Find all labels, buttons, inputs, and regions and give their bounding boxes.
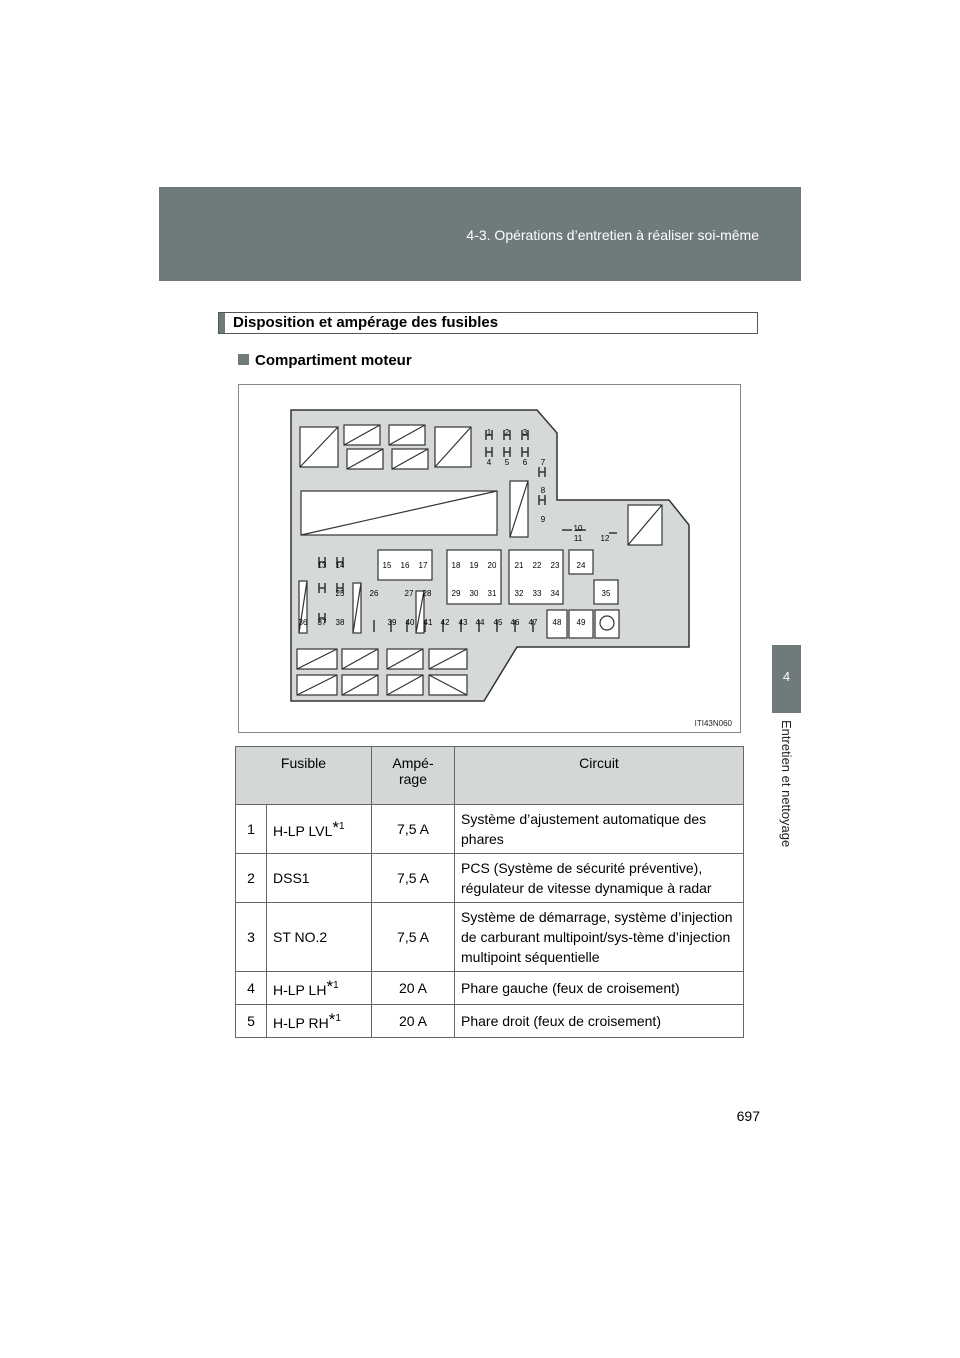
fuse-label-23: 23 (550, 561, 560, 570)
fuse-name: H-LP RH*$^1$ (267, 1005, 372, 1038)
header-section-title: 4-3. Opérations d’entretien à réaliser soi-même (466, 227, 759, 243)
fuse-label-22: 22 (532, 561, 542, 570)
fuse-label-45: 45 (493, 618, 503, 627)
fuse-label-40: 40 (405, 618, 415, 627)
fuse-label-41: 41 (423, 618, 433, 627)
fuse-label-36: 36 (298, 618, 308, 627)
fuse-label-30: 30 (469, 589, 479, 598)
subsection-title: Compartiment moteur (255, 352, 412, 369)
diagram-code: ITI43N060 (694, 719, 732, 728)
fuse-number: 4 (236, 972, 267, 1005)
fuse-label-9: 9 (540, 515, 546, 524)
fuse-label-32: 32 (514, 589, 524, 598)
fuse-label-7: 7 (540, 458, 546, 467)
table-row (236, 972, 744, 1005)
fuse-number: 1 (236, 805, 267, 854)
fuse-label-28: 28 (422, 589, 432, 598)
fuse-label-8: 8 (540, 486, 546, 495)
fuse-circuit: Système de démarrage, système d’injection de carburant multipoint/sys-tème d’injection multipoint séquentielle (455, 903, 744, 972)
fuse-amperage: 20 A (372, 1005, 455, 1038)
fuse-label-44: 44 (475, 618, 485, 627)
fuse-label-3: 3 (522, 428, 528, 437)
fuse-name: ST NO.2 (267, 903, 372, 972)
fuse-circuit: PCS (Système de sécurité préventive), régulateur de vitesse dynamique à radar (455, 854, 744, 903)
fuse-label-11: 11 (573, 534, 583, 543)
fuse-label-25: 25 (335, 589, 345, 598)
fuse-amperage: 7,5 A (372, 903, 455, 972)
fuse-label-10: 10 (573, 524, 583, 533)
square-bullet-icon (238, 354, 249, 365)
header-fuse: Fusible (236, 747, 372, 805)
subsection-heading (238, 352, 412, 369)
fuse-box-drawing (239, 385, 740, 732)
fuse-label-5: 5 (504, 458, 510, 467)
fuse-name: H-LP LVL*$^1$ (267, 805, 372, 854)
fuse-label-43: 43 (458, 618, 468, 627)
fuse-name: H-LP LH*$^1$ (267, 972, 372, 1005)
table-header-row (236, 747, 744, 805)
chapter-number: 4 (782, 669, 791, 684)
fuse-label-38: 38 (335, 618, 345, 627)
fuse-label-6: 6 (522, 458, 528, 467)
fuse-label-12: 12 (600, 534, 610, 543)
asterisk-icon: * (328, 1010, 336, 1029)
fuse-circuit: Phare gauche (feux de croisement) (455, 972, 744, 1005)
fuse-label-29: 29 (451, 589, 461, 598)
fuse-box-diagram (238, 384, 741, 733)
fuse-label-4: 4 (486, 458, 492, 467)
fuse-label-31: 31 (487, 589, 497, 598)
header-circuit: Circuit (455, 747, 744, 805)
fuse-label-14: 14 (335, 561, 345, 570)
table-row (236, 805, 744, 854)
fuse-amperage: 7,5 A (372, 805, 455, 854)
fuse-label-48: 48 (552, 618, 562, 627)
section-title-box (218, 312, 758, 334)
fuse-label-18: 18 (451, 561, 461, 570)
fuse-label-33: 33 (532, 589, 542, 598)
fuse-number: 5 (236, 1005, 267, 1038)
fuse-label-46: 46 (510, 618, 520, 627)
fuse-label-2: 2 (504, 428, 510, 437)
page-header (159, 187, 801, 281)
fuse-label-19: 19 (469, 561, 479, 570)
table-row (236, 854, 744, 903)
fuse-label-34: 34 (550, 589, 560, 598)
fuse-table (235, 746, 744, 1038)
fuse-label-13: 13 (317, 561, 327, 570)
header-amperage: Ampé- rage (372, 747, 455, 805)
chapter-tab (772, 645, 801, 713)
section-title-accent (219, 313, 225, 333)
fuse-name: DSS1 (267, 854, 372, 903)
asterisk-icon: * (326, 977, 334, 996)
fuse-label-20: 20 (487, 561, 497, 570)
asterisk-icon: * (332, 818, 340, 837)
fuse-label-21: 21 (514, 561, 524, 570)
fuse-amperage: 7,5 A (372, 854, 455, 903)
fuse-label-47: 47 (528, 618, 538, 627)
fuse-number: 3 (236, 903, 267, 972)
fuse-label-27: 27 (404, 589, 414, 598)
fuse-label-39: 39 (387, 618, 397, 627)
fuse-label-1: 1 (486, 428, 492, 437)
table-row (236, 903, 744, 972)
fuse-label-49: 49 (576, 618, 586, 627)
fuse-label-15: 15 (382, 561, 392, 570)
chapter-label: Entretien et nettoyage (779, 720, 794, 848)
section-title: Disposition et ampérage des fusibles (233, 314, 499, 331)
fuse-circuit: Phare droit (feux de croisement) (455, 1005, 744, 1038)
fuse-circuit: Système d’ajustement automatique des phares (455, 805, 744, 854)
fuse-label-35: 35 (601, 589, 611, 598)
fuse-label-24: 24 (576, 561, 586, 570)
table-row (236, 1005, 744, 1038)
fuse-label-17: 17 (418, 561, 428, 570)
fuse-label-26: 26 (369, 589, 379, 598)
fuse-amperage: 20 A (372, 972, 455, 1005)
page-number: 697 (736, 1108, 760, 1124)
fuse-label-16: 16 (400, 561, 410, 570)
fuse-label-37: 37 (317, 618, 327, 627)
fuse-label-42: 42 (440, 618, 450, 627)
fuse-number: 2 (236, 854, 267, 903)
